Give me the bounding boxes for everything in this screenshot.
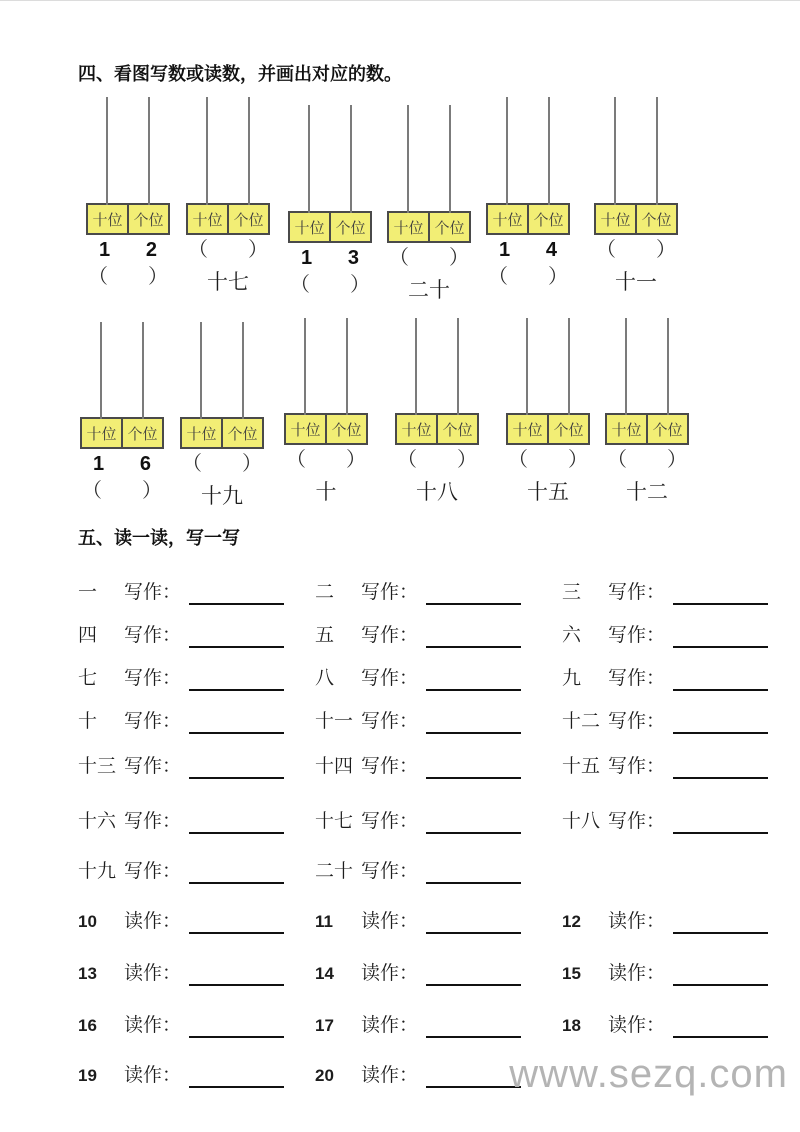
exercise-number: 十九	[78, 861, 117, 882]
exercise-keyword: 写作：	[124, 668, 182, 689]
exercise-item	[315, 834, 562, 884]
answer-blank	[189, 812, 284, 834]
open-paren: （	[88, 266, 108, 288]
answer-blank	[189, 964, 284, 986]
exercise-item	[78, 734, 315, 779]
exercise-keyword: 写作：	[124, 811, 182, 832]
close-paren: ）	[142, 480, 162, 502]
exercise-keyword: 写作：	[361, 756, 419, 777]
exercise-item	[78, 986, 315, 1038]
exercise-number: 十四	[315, 756, 354, 777]
ones-digit: 6	[139, 453, 151, 475]
exercise-item	[562, 986, 784, 1038]
exercise-number: 10	[78, 912, 97, 931]
diagram-value-line	[387, 243, 471, 270]
exercise-item	[562, 605, 784, 648]
exercise-row	[78, 834, 784, 884]
diagram-answer-line	[86, 262, 170, 289]
ones-place-cell: 个位	[635, 205, 676, 233]
diagram-value-line	[284, 445, 368, 472]
close-paren: ）	[346, 449, 366, 471]
place-value-diagram	[605, 318, 689, 504]
tens-place-cell: 十位	[186, 426, 217, 443]
exercise-item	[562, 648, 784, 691]
answer-blank	[673, 583, 768, 605]
tens-digit: 1	[301, 247, 313, 269]
abacus-rods	[395, 318, 479, 415]
diagram-value-line	[86, 235, 170, 262]
exercise-keyword: 写作：	[361, 582, 419, 603]
exercise-item	[78, 934, 315, 986]
answer-blank	[189, 669, 284, 691]
diagram-answer-line	[288, 270, 372, 297]
open-paren: （	[488, 266, 508, 288]
open-paren: （	[188, 239, 208, 261]
exercise-number: 二	[315, 582, 335, 603]
exercise-row	[78, 934, 784, 986]
tens-place-cell: 十位	[290, 422, 321, 439]
page-edge-line	[0, 0, 800, 1]
ones-digit: 3	[347, 247, 359, 269]
close-paren: ）	[242, 453, 262, 475]
diagram-value-line	[506, 445, 590, 472]
abacus-rod	[614, 97, 616, 205]
place-value-box	[80, 417, 164, 449]
close-paren: ）	[656, 239, 676, 261]
exercise-keyword: 读作：	[124, 1015, 182, 1036]
answer-blank	[189, 1016, 284, 1038]
exercise-keyword: 写作：	[124, 756, 182, 777]
place-value-diagram	[486, 97, 570, 289]
chinese-number-label: 十二	[626, 480, 668, 504]
exercise-item	[315, 648, 562, 691]
place-value-diagram	[284, 318, 368, 504]
exercise-keyword: 读作：	[608, 1015, 666, 1036]
exercise-number: 一	[78, 582, 98, 603]
ones-place-cell: 个位	[227, 205, 268, 233]
open-paren: （	[397, 449, 417, 471]
answer-blank	[189, 583, 284, 605]
answer-blank	[673, 912, 768, 934]
ones-place-cell: 个位	[547, 415, 588, 443]
place-value-diagram	[86, 97, 170, 289]
section-five-title: 五、读一读，写一写	[78, 528, 240, 548]
exercise-keyword: 读作：	[361, 911, 419, 932]
answer-blank	[673, 626, 768, 648]
abacus-rods	[80, 322, 164, 419]
answer-blank	[673, 712, 768, 734]
exercise-number: 十	[78, 711, 98, 732]
open-paren: （	[389, 247, 409, 269]
abacus-rod	[206, 97, 208, 205]
answer-blank	[673, 757, 768, 779]
exercise-number: 十五	[562, 756, 601, 777]
answer-blank	[673, 812, 768, 834]
exercise-number: 17	[315, 1016, 334, 1035]
exercise-item	[562, 562, 784, 605]
abacus-rod	[200, 322, 202, 419]
abacus-rod	[304, 318, 306, 415]
exercise-keyword: 写作：	[361, 625, 419, 646]
place-value-diagram	[288, 105, 372, 297]
abacus-rod	[625, 318, 627, 415]
abacus-rods	[284, 318, 368, 415]
place-value-box	[86, 203, 170, 235]
abacus-rod	[308, 105, 310, 213]
exercise-item	[78, 884, 315, 934]
exercise-row	[78, 691, 784, 734]
close-paren: ）	[148, 266, 168, 288]
abacus-rod	[568, 318, 570, 415]
exercise-keyword: 读作：	[124, 963, 182, 984]
place-value-box	[284, 413, 368, 445]
place-value-box	[506, 413, 590, 445]
exercise-number: 十六	[78, 811, 117, 832]
ones-place-cell: 个位	[329, 213, 370, 241]
abacus-rods	[605, 318, 689, 415]
diagram-value-line	[288, 243, 372, 270]
chinese-number-label: 十一	[615, 270, 657, 294]
answer-blank	[673, 669, 768, 691]
exercise-keyword: 读作：	[124, 1065, 182, 1086]
exercise-number: 三	[562, 582, 582, 603]
answer-blank	[673, 1016, 768, 1038]
abacus-rods	[506, 318, 590, 415]
chinese-number-label: 十八	[416, 480, 458, 504]
ones-place-cell: 个位	[428, 213, 469, 241]
exercise-keyword: 读作：	[361, 1015, 419, 1036]
exercise-number: 20	[315, 1066, 334, 1085]
exercise-item	[562, 934, 784, 986]
abacus-rods	[486, 97, 570, 205]
ones-place-cell: 个位	[325, 415, 366, 443]
exercise-number: 十三	[78, 756, 117, 777]
tens-place-cell: 十位	[86, 426, 117, 443]
exercise-item	[315, 691, 562, 734]
exercise-number: 18	[562, 1016, 581, 1035]
answer-blank	[189, 626, 284, 648]
abacus-rod	[457, 318, 459, 415]
exercise-number: 15	[562, 964, 581, 983]
exercise-item	[562, 779, 784, 834]
watermark: www.sezq.com	[509, 1052, 788, 1096]
exercise-keyword: 写作：	[608, 582, 666, 603]
exercise-number: 十一	[315, 711, 354, 732]
exercise-keyword: 写作：	[124, 625, 182, 646]
section-four-title: 四、看图写数或读数，并画出对应的数。	[78, 64, 402, 84]
diagram-answer-line	[80, 476, 164, 503]
tens-place-cell: 十位	[492, 212, 523, 229]
diagram-value-line	[80, 449, 164, 476]
answer-blank	[426, 757, 521, 779]
exercise-row	[78, 779, 784, 834]
exercise-keyword: 写作：	[608, 711, 666, 732]
open-paren: （	[286, 449, 306, 471]
open-paren: （	[182, 453, 202, 475]
place-value-box	[180, 417, 264, 449]
answer-blank	[189, 757, 284, 779]
abacus-rod	[346, 318, 348, 415]
abacus-rod	[656, 97, 658, 205]
close-paren: ）	[548, 266, 568, 288]
exercise-row	[78, 734, 784, 779]
answer-blank	[426, 1016, 521, 1038]
answer-blank	[189, 1066, 284, 1088]
exercise-number: 12	[562, 912, 581, 931]
exercise-item	[78, 562, 315, 605]
tens-place-cell: 十位	[192, 212, 223, 229]
exercise-number: 八	[315, 668, 335, 689]
abacus-rod	[100, 322, 102, 419]
abacus-rod	[667, 318, 669, 415]
exercise-number: 16	[78, 1016, 97, 1035]
abacus-rods	[288, 105, 372, 213]
abacus-rod	[526, 318, 528, 415]
place-value-diagram	[186, 97, 270, 294]
exercise-item	[315, 734, 562, 779]
exercise-keyword: 写作：	[608, 811, 666, 832]
exercise-number: 五	[315, 625, 335, 646]
tens-place-cell: 十位	[600, 212, 631, 229]
diagram-value-line	[180, 449, 264, 476]
exercise-item	[315, 986, 562, 1038]
exercise-number: 九	[562, 668, 582, 689]
tens-place-cell: 十位	[92, 212, 123, 229]
answer-blank	[189, 712, 284, 734]
tens-place-cell: 十位	[393, 220, 424, 237]
place-value-box	[387, 211, 471, 243]
place-value-diagram-row-1	[0, 97, 800, 307]
place-value-diagram-row-2	[0, 318, 800, 528]
abacus-rod	[407, 105, 409, 213]
ones-place-cell: 个位	[436, 415, 477, 443]
exercise-item	[562, 691, 784, 734]
answer-blank	[426, 912, 521, 934]
exercise-keyword: 读作：	[361, 963, 419, 984]
abacus-rods	[180, 322, 264, 419]
tens-digit: 1	[499, 239, 511, 261]
open-paren: （	[82, 480, 102, 502]
exercise-keyword: 读作：	[124, 911, 182, 932]
exercise-number: 二十	[315, 861, 354, 882]
tens-place-cell: 十位	[512, 422, 543, 439]
tens-digit: 1	[99, 239, 111, 261]
tens-place-cell: 十位	[611, 422, 642, 439]
close-paren: ）	[449, 247, 469, 269]
exercise-item	[315, 562, 562, 605]
tens-digit: 1	[93, 453, 105, 475]
ones-place-cell: 个位	[527, 205, 568, 233]
answer-blank	[189, 912, 284, 934]
tens-place-cell: 十位	[401, 422, 432, 439]
abacus-rods	[86, 97, 170, 205]
tens-place-cell: 十位	[294, 220, 325, 237]
exercise-number: 十七	[315, 811, 354, 832]
ones-place-cell: 个位	[121, 419, 162, 447]
ones-place-cell: 个位	[127, 205, 168, 233]
diagram-answer-line	[486, 262, 570, 289]
close-paren: ）	[248, 239, 268, 261]
exercise-row	[78, 648, 784, 691]
chinese-number-label: 二十	[408, 278, 450, 302]
exercise-item	[78, 648, 315, 691]
place-value-box	[395, 413, 479, 445]
abacus-rods	[594, 97, 678, 205]
chinese-number-label: 十	[315, 480, 337, 504]
exercise-item	[78, 691, 315, 734]
exercise-keyword: 写作：	[361, 668, 419, 689]
place-value-box	[288, 211, 372, 243]
ones-digit: 2	[145, 239, 157, 261]
close-paren: ）	[667, 449, 687, 471]
exercise-number: 14	[315, 964, 334, 983]
abacus-rod	[506, 97, 508, 205]
exercise-number: 19	[78, 1066, 97, 1085]
answer-blank	[673, 964, 768, 986]
exercise-item	[78, 779, 315, 834]
abacus-rod	[449, 105, 451, 213]
answer-blank	[426, 812, 521, 834]
place-value-box	[594, 203, 678, 235]
open-paren: （	[508, 449, 528, 471]
ones-digit: 4	[545, 239, 557, 261]
exercise-item	[78, 834, 315, 884]
abacus-rod	[148, 97, 150, 205]
place-value-diagram	[594, 97, 678, 294]
exercise-list	[78, 562, 784, 1088]
answer-blank	[426, 862, 521, 884]
exercise-item	[315, 934, 562, 986]
exercise-row	[78, 562, 784, 605]
exercise-keyword: 写作：	[608, 625, 666, 646]
exercise-item	[78, 1038, 315, 1088]
answer-blank	[189, 862, 284, 884]
place-value-diagram	[80, 322, 164, 503]
exercise-keyword: 写作：	[124, 861, 182, 882]
abacus-rods	[186, 97, 270, 205]
abacus-rod	[106, 97, 108, 205]
exercise-item	[562, 884, 784, 934]
abacus-rod	[242, 322, 244, 419]
close-paren: ）	[350, 274, 370, 296]
exercise-number: 13	[78, 964, 97, 983]
open-paren: （	[596, 239, 616, 261]
diagram-value-line	[486, 235, 570, 262]
place-value-box	[605, 413, 689, 445]
exercise-keyword: 写作：	[361, 861, 419, 882]
place-value-box	[486, 203, 570, 235]
open-paren: （	[607, 449, 627, 471]
exercise-keyword: 写作：	[608, 756, 666, 777]
close-paren: ）	[457, 449, 477, 471]
abacus-rods	[387, 105, 471, 213]
exercise-item	[562, 734, 784, 779]
abacus-rod	[548, 97, 550, 205]
diagram-value-line	[186, 235, 270, 262]
place-value-diagram	[506, 318, 590, 504]
diagram-value-line	[594, 235, 678, 262]
abacus-rod	[415, 318, 417, 415]
chinese-number-label: 十七	[207, 270, 249, 294]
exercise-number: 七	[78, 668, 98, 689]
exercise-number: 四	[78, 625, 98, 646]
place-value-diagram	[387, 105, 471, 302]
ones-place-cell: 个位	[646, 415, 687, 443]
close-paren: ）	[568, 449, 588, 471]
exercise-keyword: 读作：	[608, 963, 666, 984]
exercise-number: 十二	[562, 711, 601, 732]
exercise-keyword: 写作：	[361, 811, 419, 832]
exercise-item	[315, 605, 562, 648]
exercise-keyword: 读作：	[608, 911, 666, 932]
exercise-item	[315, 779, 562, 834]
exercise-number: 十八	[562, 811, 601, 832]
exercise-item	[315, 884, 562, 934]
chinese-number-label: 十九	[201, 484, 243, 508]
open-paren: （	[290, 274, 310, 296]
diagram-value-line	[605, 445, 689, 472]
answer-blank	[426, 583, 521, 605]
exercise-row	[78, 986, 784, 1038]
answer-blank	[426, 626, 521, 648]
place-value-box	[186, 203, 270, 235]
exercise-keyword: 写作：	[361, 711, 419, 732]
answer-blank	[426, 1066, 521, 1088]
exercise-row	[78, 884, 784, 934]
ones-place-cell: 个位	[221, 419, 262, 447]
exercise-keyword: 写作：	[124, 711, 182, 732]
place-value-diagram	[180, 322, 264, 508]
abacus-rod	[350, 105, 352, 213]
exercise-number: 六	[562, 625, 582, 646]
abacus-rod	[142, 322, 144, 419]
answer-blank	[426, 964, 521, 986]
exercise-number: 11	[315, 912, 333, 931]
answer-blank	[426, 669, 521, 691]
exercise-row	[78, 605, 784, 648]
chinese-number-label: 十五	[527, 480, 569, 504]
diagram-value-line	[395, 445, 479, 472]
exercise-keyword: 读作：	[361, 1065, 419, 1086]
abacus-rod	[248, 97, 250, 205]
answer-blank	[426, 712, 521, 734]
exercise-item	[78, 605, 315, 648]
exercise-keyword: 写作：	[608, 668, 666, 689]
exercise-keyword: 写作：	[124, 582, 182, 603]
place-value-diagram	[395, 318, 479, 504]
